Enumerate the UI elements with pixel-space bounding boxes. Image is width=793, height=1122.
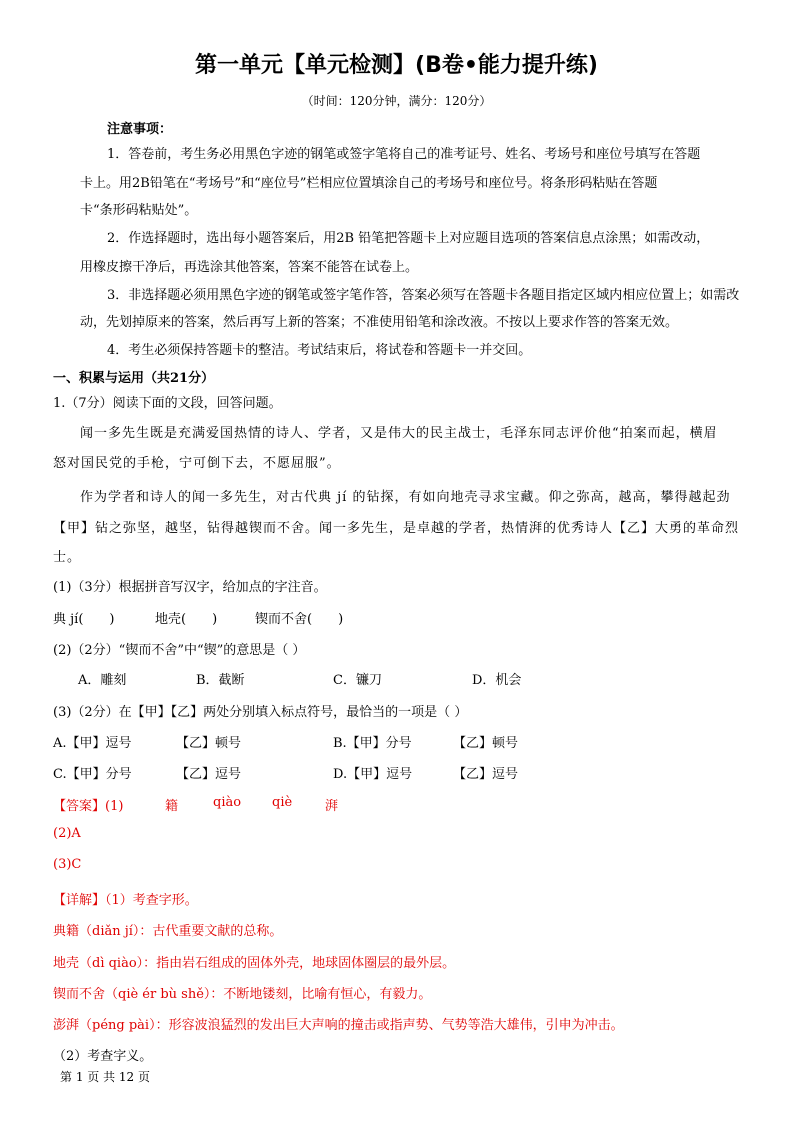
pinyin-blank: 典 jí( ) <box>53 612 115 627</box>
answer-line: (3)C <box>53 857 82 872</box>
answer-label: 【答案】(1) <box>53 799 124 814</box>
notice-line: 卡上。用2B铅笔在“考场号”和“座位号”栏相应位置填涂自己的考场号和座位号。将条形码粘贴在答题 <box>80 176 658 191</box>
detail-line: 澎湃（péng pài）：形容波浪猛烈的发出巨大声响的撞击或指声势、气势等浩大雄伟，引申为冲击。 <box>53 1018 624 1033</box>
option: 【乙】顿号 <box>176 736 242 751</box>
notice-line: 3．非选择题必须用黑色字迹的钢笔或签字笔作答，答案必须写在答题卡各题目指定区域内相应位置上；如需改 <box>107 288 740 303</box>
option: A.【甲】逗号 <box>53 736 132 751</box>
option: 【乙】顿号 <box>453 736 519 751</box>
question-stem: 1.（7分）阅读下面的文段，回答问题。 <box>53 396 282 411</box>
option: D．机会 <box>472 673 522 688</box>
detail-line: 地壳（dì qiào）：指由岩石组成的固体外壳，地球固体圈层的最外层。 <box>53 956 456 971</box>
notice-line: 用橡皮擦干净后，再选涂其他答案，答案不能答在试卷上。 <box>80 260 419 275</box>
notice-line: 4．考生必须保持答题卡的整洁。考试结束后，将试卷和答题卡一并交回。 <box>107 343 532 358</box>
answer-item: qiè <box>272 795 293 810</box>
notice-line: 2．作选择题时，选出每小题答案后，用2B 铅笔把答题卡上对应题目选项的答案信息点涂黑；如需改动， <box>107 231 710 246</box>
notice-line: 动，先划掉原来的答案，然后再写上新的答案；不准使用铅笔和涂改液。不按以上要求作答的答案无效。 <box>80 315 679 330</box>
detail-heading: 【详解】（1）考查字形。 <box>53 893 198 908</box>
page-footer: 第 1 页 共 12 页 <box>60 1070 150 1084</box>
option: D.【甲】逗号 <box>333 767 413 782</box>
answer-line: (2)A <box>53 826 81 841</box>
passage-line: 怒对国民党的手枪，宁可倒下去，不愿屈服”。 <box>53 456 341 471</box>
answer-item: qiào <box>213 795 242 810</box>
option: 【乙】逗号 <box>453 767 519 782</box>
answer-item: 籍 <box>165 799 179 814</box>
pinyin-blank: 地壳( ) <box>155 612 218 627</box>
answer-item: 湃 <box>325 799 339 814</box>
sub-question: (3)（2分）在【甲】【乙】两处分别填入标点符号，最恰当的一项是（ ） <box>53 705 468 720</box>
passage-line: 士。 <box>53 550 82 565</box>
notice-line: 1．答卷前，考生务必用黑色字迹的钢笔或签字笔将自己的准考证号、姓名、考场号和座位号填写在答题 <box>107 147 701 162</box>
option: 【乙】逗号 <box>176 767 242 782</box>
section-heading: 一、积累与运用（共21分） <box>53 371 215 386</box>
option: B.【甲】分号 <box>333 736 412 751</box>
sub-question: (2)（2分）“锲而不舍”中“锲”的意思是（ ） <box>53 643 306 658</box>
notice-line: 卡“条形码粘贴处”。 <box>80 203 198 218</box>
option: A．雕刻 <box>78 673 127 688</box>
sub-question: (1)（3分）根据拼音写汉字，给加点的字注音。 <box>53 580 327 595</box>
page-title: 第一单元【单元检测】(B卷•能力提升练) <box>195 53 598 78</box>
passage-line: 闻一多先生既是充满爱国热情的诗人、学者，又是伟大的民主战士，毛泽东同志评价他“拍案而起，横眉 <box>80 426 718 441</box>
option: B．截断 <box>196 673 245 688</box>
detail-line: （2）考查字义。 <box>53 1049 153 1064</box>
pinyin-blank: 锲而不舍( ) <box>255 612 344 627</box>
option: C.【甲】分号 <box>53 767 132 782</box>
passage-line: 作为学者和诗人的闻一多先生，对古代典 jí 的钻探，有如向地壳寻求宝藏。仰之弥高，越高，攀得越起劲 <box>80 490 731 505</box>
detail-line: 典籍（diǎn jí）：古代重要文献的总称。 <box>53 924 283 939</box>
option: C．镰刀 <box>333 673 382 688</box>
notice-heading: 注意事项： <box>107 122 173 137</box>
passage-line: 【甲】钻之弥坚，越坚，钻得越锲而不舍。闻一多先生，是卓越的学者，热情湃的优秀诗人【乙】大勇的革命烈 <box>53 521 740 536</box>
detail-line: 锲而不舍（qiè ér bù shě）：不断地镂刻，比喻有恒心，有毅力。 <box>53 987 432 1002</box>
exam-time-note: （时间：120分钟，满分：120分） <box>301 94 492 108</box>
